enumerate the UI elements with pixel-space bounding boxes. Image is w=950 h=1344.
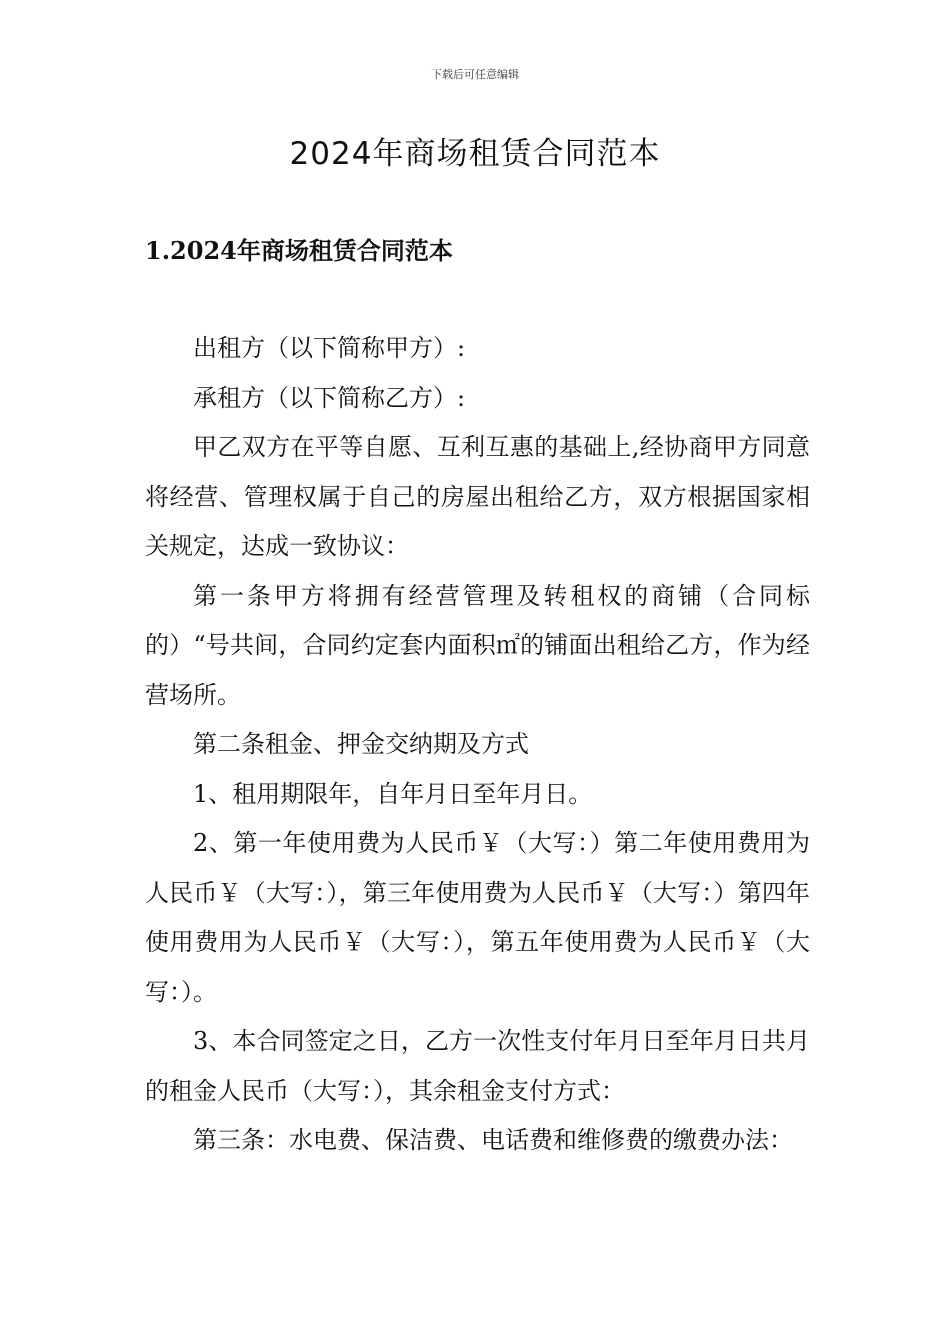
lessee-line: 承租方（以下简称乙方）:	[193, 383, 466, 412]
page-header-note: 下载后可任意编辑	[431, 68, 519, 81]
rent-payment-item: 3、本合同签定之日，乙方一次性支付年月日至年月日共月的租金人民币（大写：），其余租金支付方式：	[145, 1027, 810, 1105]
document-title: 2024年商场租赁合同范本	[289, 136, 661, 172]
section-heading: 1.2024年商场租赁合同范本	[145, 236, 453, 265]
usage-fee-item: 2、第一年使用费为人民币￥（大写：）第二年使用费用为人民币￥（大写：），第三年使用费为人民币￥（大写：）第四年使用费用为人民币￥（大写：），第五年使用费为人民币￥（大写：）。	[145, 829, 810, 1006]
lessor-line: 出租方（以下简称甲方）:	[193, 334, 466, 362]
lease-term-item: 1、租用期限年，自年月日至年月日。	[193, 779, 593, 808]
article-one-paragraph: 第一条甲方将拥有经营管理及转租权的商铺（合同标的）“号共间，合同约定套内面积㎡的铺面出租给乙方，作为经营场所。	[145, 581, 810, 709]
article-three-paragraph: 第三条：水电费、保洁费、电话费和维修费的缴费办法：	[193, 1126, 793, 1154]
article-two-heading: 第二条租金、押金交纳期及方式	[193, 730, 529, 758]
contract-body	[145, 324, 810, 1166]
agreement-intro-paragraph: 甲乙双方在平等自愿、互利互惠的基础上,经协商甲方同意将经营、管理权属于自己的房屋出租给乙方，双方根据国家相关规定，达成一致协议：	[145, 433, 810, 560]
